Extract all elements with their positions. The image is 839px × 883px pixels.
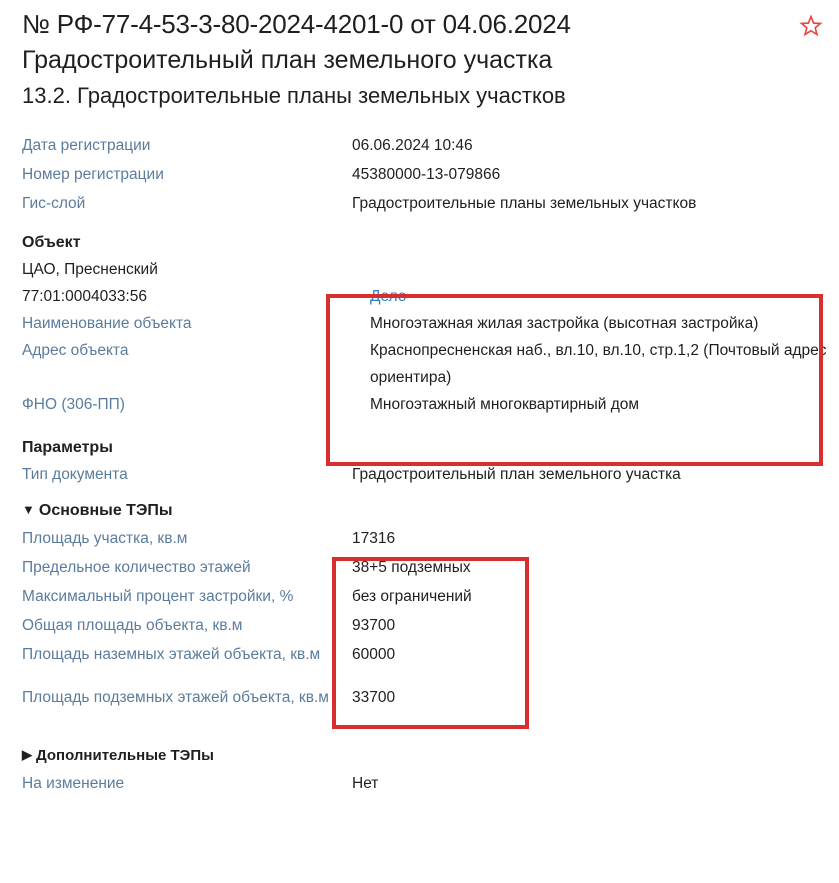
document-number: № РФ-77-4-53-3-80-2024-4201-0 от 04.06.2024 (22, 9, 571, 39)
main-teps-header[interactable] (22, 496, 821, 525)
table-row (22, 684, 821, 711)
table-row (22, 554, 821, 581)
document-header (22, 8, 821, 110)
extra-tep-label-0: На изменение (22, 775, 125, 793)
document-type-label: Тип документа (22, 466, 128, 484)
tep-value-4: 60000 (352, 646, 396, 664)
document-type-value: Градостроительный план земельного участка (352, 466, 681, 484)
table-row (22, 770, 821, 797)
chevron-down-icon[interactable]: ▼ (22, 502, 35, 518)
tep-value-3: 93700 (352, 617, 396, 635)
chevron-right-icon[interactable]: ▶ (22, 747, 32, 763)
tep-value-5: 33700 (352, 689, 396, 707)
tep-label-2: Максимальный процент застройки, % (22, 588, 294, 606)
row-document-type (22, 461, 821, 488)
registration-number-value: 45380000-13-079866 (352, 166, 501, 184)
object-cadastral-number: 77:01:0004033:56 (22, 288, 147, 306)
star-icon[interactable] (799, 14, 823, 38)
gis-layer-label: Гис-слой (22, 195, 86, 213)
table-row (22, 641, 821, 668)
main-teps-rows (22, 525, 821, 711)
parameters-section-title: Параметры (22, 439, 113, 457)
registration-date-label: Дата регистрации (22, 137, 151, 155)
row-gis-layer (22, 190, 821, 217)
row-registration-date (22, 132, 821, 159)
extra-tep-value-0: Нет (352, 775, 379, 793)
object-block (22, 256, 827, 434)
registration-date-value: 06.06.2024 10:46 (352, 137, 473, 155)
table-row (22, 583, 821, 610)
tep-label-1: Предельное количество этажей (22, 559, 251, 577)
extra-teps-title: Дополнительные ТЭПы (36, 747, 214, 765)
tep-label-5: Площадь подземных этажей объекта, кв.м (22, 689, 329, 707)
registration-number-label: Номер регистрации (22, 166, 164, 184)
object-address-value: Краснопресненская наб., вл.10, вл.10, стр.1,2 (Почтовый адрес ориентира) (370, 342, 827, 387)
table-row (22, 612, 821, 639)
tep-label-4: Площадь наземных этажей объекта, кв.м (22, 646, 321, 664)
registration-fields (22, 132, 821, 217)
tep-label-3: Общая площадь объекта, кв.м (22, 617, 243, 635)
object-fno-value: Многоэтажный многоквартирный дом (370, 396, 640, 414)
document-subtitle: 13.2. Градостроительные планы земельных участков (22, 82, 566, 108)
row-registration-number (22, 161, 821, 188)
object-section-title: Объект (22, 234, 81, 252)
document-title: Градостроительный план земельного участка (22, 45, 553, 74)
tep-label-0: Площадь участка, кв.м (22, 530, 188, 548)
object-right-column (370, 256, 830, 418)
main-teps-title: Основные ТЭПы (38, 502, 173, 520)
extra-teps-header[interactable] (22, 741, 821, 770)
object-district: ЦАО, Пресненский (22, 261, 158, 279)
table-row (22, 525, 821, 552)
tep-value-2: без ограничений (352, 588, 472, 606)
object-fno-label: ФНО (306-ПП) (22, 396, 125, 414)
object-name-value: Многоэтажная жилая застройка (высотная застройка) (370, 315, 759, 333)
tep-value-0: 17316 (352, 530, 396, 548)
tep-value-1: 38+5 подземных (352, 559, 471, 577)
gis-layer-value: Градостроительные планы земельных участков (352, 195, 697, 213)
object-name-label: Наименование объекта (22, 315, 192, 333)
object-address-label: Адрес объекта (22, 342, 129, 360)
case-link[interactable]: Дело (370, 288, 407, 306)
